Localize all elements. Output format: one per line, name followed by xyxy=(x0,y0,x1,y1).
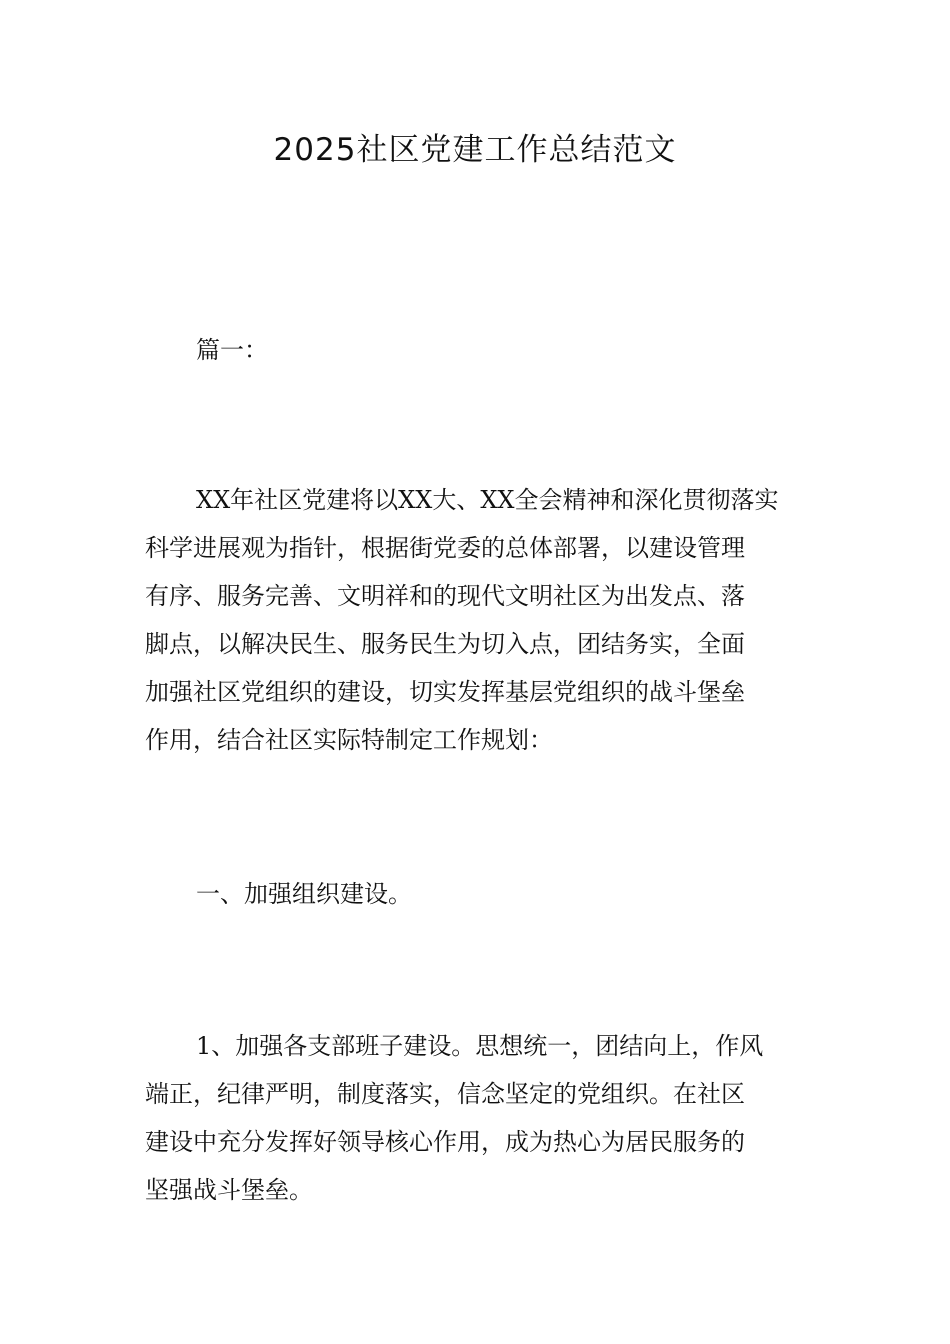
intro-paragraph-line: XX年社区党建将以XX大、XX全会精神和深化贯彻落实 xyxy=(196,486,779,514)
intro-paragraph xyxy=(145,476,805,764)
section-heading: 一、加强组织建设。 xyxy=(196,880,412,908)
item-paragraph xyxy=(145,1022,805,1214)
item-paragraph-line: 建设中充分发挥好领导核心作用，成为热心为居民服务的 xyxy=(145,1128,745,1156)
section-label: 篇一： xyxy=(196,336,268,364)
intro-paragraph-line: 科学进展观为指针，根据街党委的总体部署，以建设管理 xyxy=(145,534,745,562)
document-title: 2025社区党建工作总结范文 xyxy=(273,132,677,168)
intro-paragraph-line: 脚点，以解决民生、服务民生为切入点，团结务实，全面 xyxy=(145,630,745,658)
intro-paragraph-line: 加强社区党组织的建设，切实发挥基层党组织的战斗堡垒 xyxy=(145,678,745,706)
intro-paragraph-line: 有序、服务完善、文明祥和的现代文明社区为出发点、落 xyxy=(145,582,745,610)
item-paragraph-line: 坚强战斗堡垒。 xyxy=(145,1176,313,1204)
intro-paragraph-line: 作用，结合社区实际特制定工作规划： xyxy=(145,726,553,754)
item-paragraph-line: 1、加强各支部班子建设。思想统一，团结向上，作风 xyxy=(196,1032,764,1060)
item-paragraph-line: 端正，纪律严明，制度落实，信念坚定的党组织。在社区 xyxy=(145,1080,745,1108)
